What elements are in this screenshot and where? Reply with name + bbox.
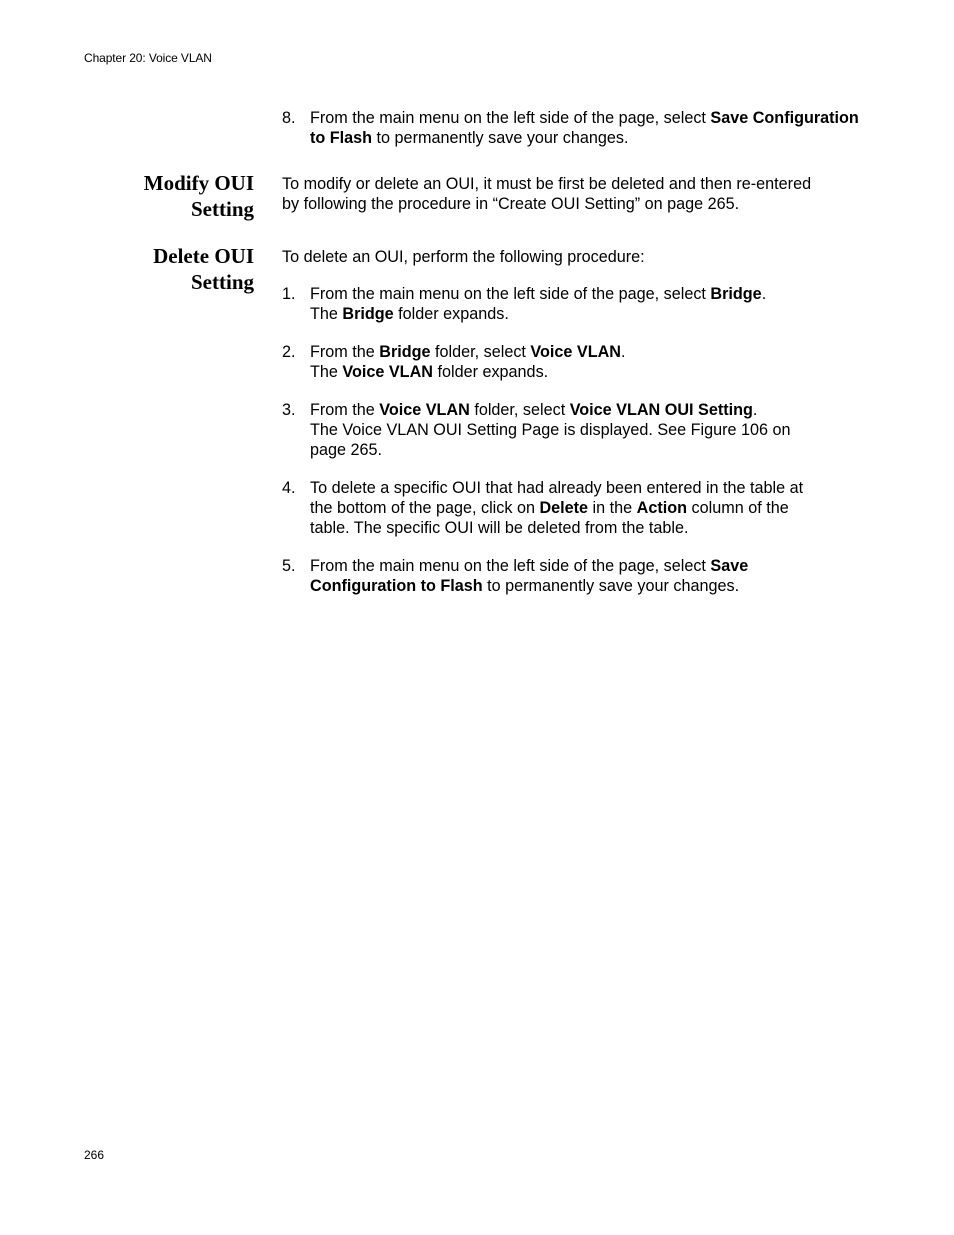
procedure-step-4	[282, 478, 862, 538]
step-line: The Voice VLAN OUI Setting Page is displayed. See Figure 106 on	[310, 421, 791, 439]
step-text: .	[620, 343, 626, 361]
step-line	[310, 304, 860, 324]
step-line	[310, 108, 860, 148]
step-bold-term: Bridge	[710, 285, 762, 303]
step-line: table. The specific OUI will be deleted from the table.	[310, 519, 689, 537]
heading-line: Setting	[191, 270, 254, 294]
paragraph-line: To modify or delete an OUI, it must be first be deleted and then re-entered	[282, 175, 812, 193]
procedure-step-2	[282, 342, 862, 382]
step-bold-term: Configuration to Flash	[310, 577, 483, 595]
step-body	[310, 108, 860, 148]
heading-line: Modify OUI	[143, 171, 254, 195]
heading-line: Setting	[191, 197, 254, 221]
step-number: 3.	[282, 401, 296, 419]
procedure-step-8	[282, 108, 862, 148]
step-text: The	[310, 363, 343, 381]
step-text: to permanently save your changes.	[372, 129, 629, 147]
step-body	[310, 284, 860, 324]
heading-line: Delete OUI	[153, 244, 254, 268]
step-body	[310, 342, 860, 382]
step-text: the bottom of the page, click on	[310, 499, 540, 517]
step-line	[310, 362, 860, 382]
step-line	[310, 284, 860, 304]
step-bold-term: Action	[636, 499, 688, 517]
step-line	[310, 400, 860, 420]
step-body	[310, 556, 860, 596]
step-number: 2.	[282, 343, 296, 361]
step-line	[310, 576, 860, 596]
step-line: page 265.	[310, 441, 383, 459]
step-number: 5.	[282, 557, 296, 575]
step-text: folder expands.	[393, 305, 509, 323]
step-text: From the	[310, 343, 380, 361]
section-heading-modify-oui	[84, 170, 254, 222]
step-bold-term: Voice VLAN	[530, 343, 621, 361]
step-text: column of the	[687, 499, 789, 517]
procedure-step-1	[282, 284, 862, 324]
step-text: From the main menu on the left side of the page, select	[310, 557, 711, 575]
step-number: 1.	[282, 285, 296, 303]
procedure-step-3	[282, 400, 862, 460]
step-text: in the	[588, 499, 637, 517]
page-number: 266	[84, 1148, 105, 1162]
step-text: folder, select	[430, 343, 531, 361]
step-text: to permanently save your changes.	[482, 577, 740, 595]
step-bold-term: Save	[710, 557, 749, 575]
step-number: 4.	[282, 479, 296, 497]
procedure-step-5	[282, 556, 862, 596]
step-bold-term: Save Configuration to Flash	[310, 109, 859, 147]
step-line: To delete a specific OUI that had already been entered in the table at	[310, 479, 804, 497]
step-line	[310, 342, 860, 362]
step-line	[310, 498, 860, 518]
step-text: folder, select	[469, 401, 570, 419]
step-text: .	[752, 401, 758, 419]
step-body	[310, 478, 860, 538]
step-text: From the main menu on the left side of the page, select	[310, 285, 711, 303]
step-text: From the main menu on the left side of the page, select	[310, 109, 711, 127]
step-bold-term: Voice VLAN	[342, 363, 433, 381]
paragraph-line: by following the procedure in “Create OUI Setting” on page 265.	[282, 195, 740, 213]
step-text: The	[310, 305, 343, 323]
delete-oui-intro: To delete an OUI, perform the following procedure:	[282, 248, 645, 266]
step-text: From the	[310, 401, 380, 419]
section-heading-delete-oui	[84, 243, 254, 295]
step-bold-term: Voice VLAN	[379, 401, 470, 419]
step-bold-term: Bridge	[342, 305, 394, 323]
step-number: 8.	[282, 109, 296, 127]
step-bold-term: Delete	[539, 499, 589, 517]
running-header: Chapter 20: Voice VLAN	[84, 51, 212, 65]
step-line	[310, 556, 860, 576]
step-text: folder expands.	[432, 363, 549, 381]
step-body	[310, 400, 860, 460]
modify-oui-paragraph	[282, 174, 862, 214]
step-bold-term: Voice VLAN OUI Setting	[569, 401, 753, 419]
step-bold-term: Bridge	[379, 343, 431, 361]
step-text: .	[761, 285, 767, 303]
